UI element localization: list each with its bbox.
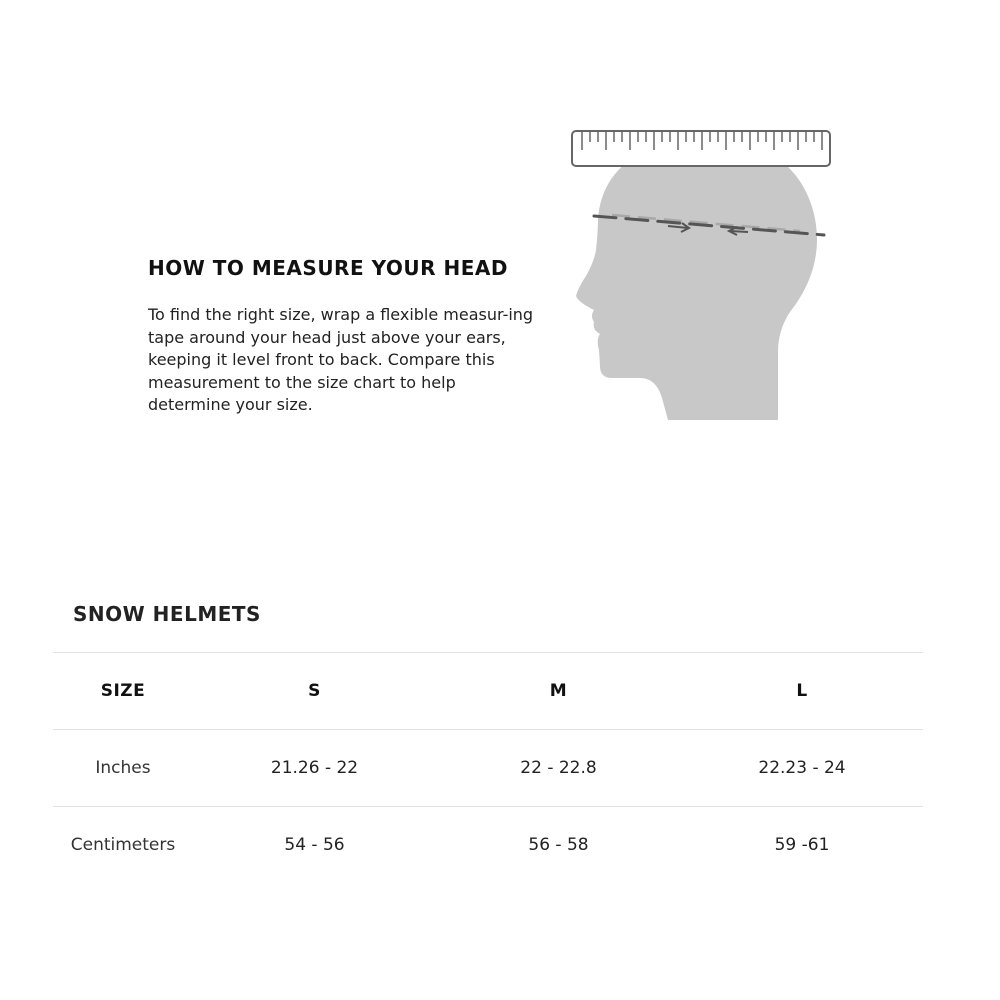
- row-label-inches: Inches: [53, 730, 193, 807]
- table-cell: 22.23 - 24: [681, 730, 923, 807]
- header-s: S: [193, 653, 436, 730]
- table-cell: 56 - 58: [436, 807, 681, 884]
- table-header-row: [53, 653, 923, 730]
- measure-instructions: To find the right size, wrap a flexible measur-ing tape around your head just above your ears, keeping it level front to back. Compare this measurement to the size chart to help determine your size.: [148, 305, 534, 414]
- table-cell: 21.26 - 22: [193, 730, 436, 807]
- table-cell: 54 - 56: [193, 807, 436, 884]
- measure-title: HOW TO MEASURE YOUR HEAD: [148, 256, 508, 280]
- header-size: SIZE: [53, 653, 193, 730]
- header-m: M: [436, 653, 681, 730]
- table-row: [53, 730, 923, 807]
- size-chart-title: SNOW HELMETS: [73, 602, 261, 626]
- head-measuring-tape-icon: [560, 120, 840, 425]
- table-cell: 22 - 22.8: [436, 730, 681, 807]
- size-chart-table: [53, 652, 923, 883]
- table-row: [53, 807, 923, 884]
- table-cell: 59 -61: [681, 807, 923, 884]
- row-label-centimeters: Centimeters: [53, 807, 193, 884]
- header-l: L: [681, 653, 923, 730]
